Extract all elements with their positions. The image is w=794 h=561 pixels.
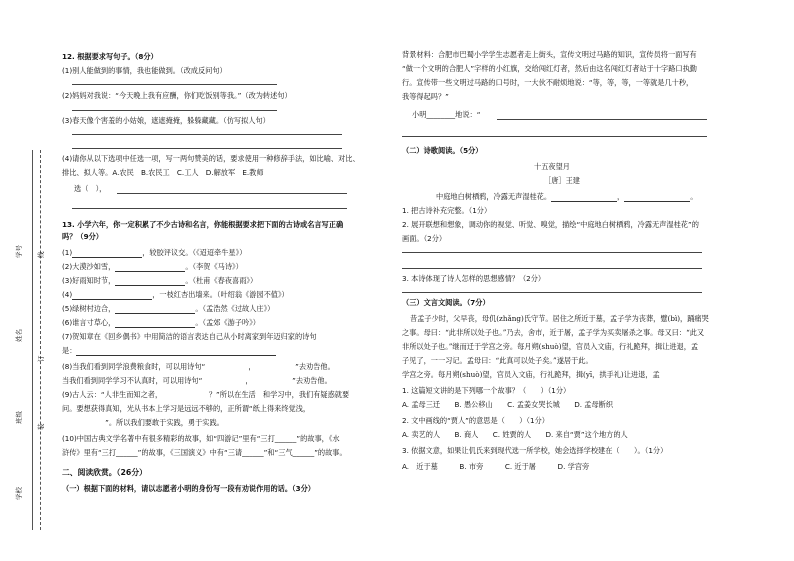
margin-label-school: 学校 — [15, 487, 23, 500]
answer-line[interactable] — [402, 268, 702, 269]
q13-9c: ”。所以我们要敢于实践，勇于实践。 — [62, 418, 224, 427]
poem-author: ［唐］王建 — [544, 176, 580, 185]
answer-line[interactable] — [72, 110, 277, 111]
answer-line[interactable] — [72, 134, 342, 135]
binding-margin — [0, 0, 58, 561]
classical-line-c: 非所以处子也。”继而迁于学宫之旁。每月朔(shuò)望，官员入文庙，行礼跪拜，揖让进退，孟 — [402, 342, 699, 351]
section-2-title: 二、阅读欣赏。（26分） — [62, 468, 147, 477]
classical-q1: 1. 这篇短文讲的是下列哪一个故事？（ ）（1分） — [402, 386, 571, 395]
q13-5: (5)绿树村边合， 。（孟浩然《过故人庄》） — [62, 304, 275, 313]
material-a: 背景材料：合肥市巴蜀小学学生志愿者走上街头，宣传文明过马路的知识，宣传员将一面写有 — [402, 50, 697, 59]
answer-line[interactable] — [402, 252, 702, 253]
q13-10b: 浒传》里有“三打______”的故事，《三国演义》中有“三请______”和“三气______”的故事。 — [62, 448, 347, 457]
poem-q2a: 2. 展开联想和想象，调动你的视觉、听觉、嗅觉，描绘“中庭地白树栖鸦，冷露无声湿桂花”的 — [402, 220, 699, 229]
classical-q3: 3. 依据文意，如果让仉氏来到现代选一所学校，她会选择学校建在（ ）。（1分） — [402, 446, 668, 455]
answer-line[interactable] — [402, 136, 707, 137]
answer-line[interactable] — [72, 208, 347, 209]
q13-9: (9)古人云：“人非生而知之者， ？”所以在生活 和学习中，我们有疑惑就要 — [62, 390, 350, 399]
q13-title-a: 13. 小学六年，你一定积累了不少古诗和名言，你能根据要求把下面的古诗或名言写正确 — [62, 220, 344, 229]
margin-label-name: 姓名 — [15, 329, 23, 342]
q12-2: (2)妈妈对我说：“今天晚上我有应酬，你们吃饭别等我。”（改为转述句） — [62, 91, 292, 100]
classical-q2-options[interactable]: A. 卖艺的人 B. 商人 C. 姓贾的人 D. 来自“贾”这个地方的人 — [402, 430, 628, 439]
blank[interactable] — [115, 319, 195, 328]
q13-8: (8)当我们看到同学浪费粮食时，可以用诗句“ ， ”去劝告他。 — [62, 362, 335, 371]
q12-1: (1)别人能做到的事情，我也能做到。（改成反问句） — [62, 66, 227, 75]
answer-line[interactable] — [72, 84, 277, 85]
q13-7a: (7)贺知章在《回乡偶书》中用简洁的语言表达自己从小时离家到年迈归家的诗句 — [62, 332, 317, 341]
classical-line-d: 子见了，一一习记。孟母曰：“此真可以处子矣。”遂居于此。 — [402, 356, 593, 365]
cut-mark-fold: 装 — [37, 423, 45, 430]
margin-label-class: 班级 — [15, 411, 23, 424]
q12-4c: 选（ ）， — [74, 184, 107, 193]
poem-title: 十五夜望月 — [534, 162, 570, 171]
answer-line[interactable] — [497, 119, 707, 120]
material-c: 行。宣传带一些文明过马路的口号时，一大伙不耐烦地说：“等，等，等，一等就是几十秒， — [402, 78, 694, 87]
classical-q3-options[interactable]: A. 近于墓 B. 市旁 C. 近于屠 D. 学宫旁 — [402, 462, 590, 471]
cut-mark-bind: 订 — [37, 355, 45, 362]
q13-8b: 当我们看到同学学习不认真时，可以用诗句“ ， ”去劝告他。 — [62, 376, 332, 385]
poem-blank-2[interactable] — [624, 193, 690, 202]
cut-mark-line: 线 — [37, 251, 45, 258]
q12-3: (3)春天像个害羞的小姑娘，遮遮掩掩，躲躲藏藏。（仿写拟人句） — [62, 116, 270, 125]
q13-10a: (10)中国古典文学名著中有很多精彩的故事，如“四游记”里有“三打______”的故事，《水 — [62, 434, 340, 443]
q12-4b: 排比、拟人等。A.农民 B.农民工 C.工人 D.解放军 E.教师 — [62, 168, 264, 177]
blank[interactable] — [115, 263, 185, 272]
poem-q3: 3. 本诗体现了诗人怎样的思想感情？（2分） — [402, 274, 546, 283]
margin-line — [32, 150, 33, 530]
classical-q1-options[interactable]: A. 孟母三迁 B. 愚公移山 C. 孟姜女哭长城 D. 孟母断织 — [402, 400, 614, 409]
blank[interactable] — [72, 291, 152, 300]
blank[interactable] — [115, 277, 185, 286]
classical-line-e: 学宫之旁。每月朔(shuò)望，官员入文庙，行礼跪拜，揖(yī，拱手礼)让进退，孟 — [402, 370, 660, 379]
q13-9b: 问。要想获得真知，光从书本上学习是远远不够的，正所谓“纸上得来终觉浅， — [62, 404, 311, 413]
sub1-title: （一）根据下面的材料，请以志愿者小明的身份写一段有劝说作用的话。（3分） — [62, 484, 315, 493]
sub2-title: （二）诗歌阅读。（5分） — [402, 146, 483, 155]
xiaoming-prompt: 小明________地说：“ — [412, 110, 481, 119]
answer-line[interactable] — [117, 193, 347, 194]
q13-3: (3)好雨知时节， 。（杜甫《春夜喜雨》） — [62, 276, 258, 285]
q13-title-b: 吗？（9分） — [62, 232, 103, 241]
cut-line — [40, 150, 41, 530]
poem-q2b: 画面。（2分） — [402, 234, 447, 243]
blank[interactable] — [76, 347, 276, 356]
q13-4: (4) ，一枝红杏出墙来。（叶绍翁《游园不值》） — [62, 290, 289, 299]
q12-title: 12. 根据要求写句子。（8分） — [62, 52, 158, 61]
answer-line[interactable] — [72, 148, 342, 149]
classical-q2: 2. 文中画线的“贾人”的意思是（ ）（1分） — [402, 416, 549, 425]
material-b: “做一个文明的合肥人”字样的小红旗，交给闯红灯者，然后由这名闯红灯者站于十字路口执勤 — [402, 64, 697, 73]
classical-line-b: 之事。母曰：“此非所以处子也。”乃去，舍市，近于屠，孟子学为买卖屠杀之事。母又曰：“此又 — [402, 328, 705, 337]
q13-1: (1) ，较胶评议交。（《迢迢牵牛星》） — [62, 248, 247, 257]
blank[interactable] — [115, 305, 195, 314]
q13-6: (6)谁言寸草心， 。（孟郊《游子吟》） — [62, 318, 260, 327]
q12-4a: (4)请你从以下选项中任选一项，写一两句赞美的话，要求使用一种修辞手法，如比喻、对比、 — [62, 154, 360, 163]
poem-blank-1[interactable] — [551, 193, 617, 202]
sub3-title: （三）文言文阅读。（7分） — [402, 298, 490, 307]
q13-2: (2)大漠沙如雪， 。（李贺《马诗》） — [62, 262, 243, 271]
material-d: 我等得起吗？” — [402, 92, 449, 101]
blank[interactable] — [72, 249, 142, 258]
poem-line: 中庭地白树栖鸦，冷露无声湿桂花。 ， 。 — [436, 192, 698, 201]
answer-line[interactable] — [402, 292, 702, 293]
classical-line-a: 昔孟子少时，父早丧，母仉(zhǎng)氏守节。居住之所近于墓，孟子学为丧葬，躄(bì)，踊痛哭 — [410, 314, 709, 323]
q13-7b: 是： — [62, 346, 276, 356]
margin-label-student-id: 学号 — [15, 245, 23, 258]
poem-q1: 1. 把古诗补充完整。（1分） — [402, 206, 492, 215]
